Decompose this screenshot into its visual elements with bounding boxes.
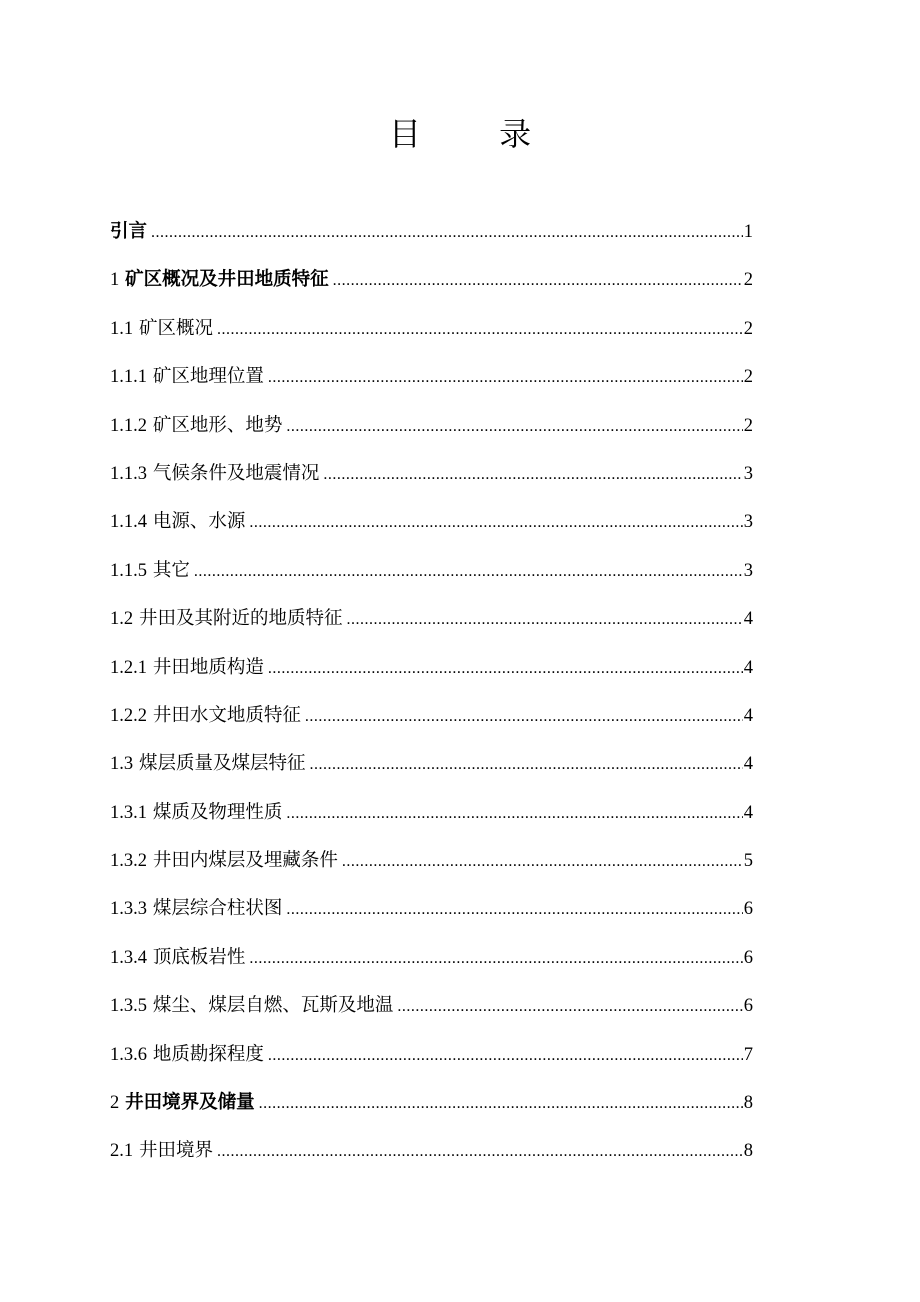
toc-page-number: 4 — [743, 609, 753, 630]
toc-entry-label — [110, 553, 194, 589]
toc-entry[interactable] — [110, 311, 753, 359]
toc-entry[interactable] — [110, 843, 753, 891]
toc-entry-text: 矿区地理位置 — [152, 366, 264, 388]
toc-page-number: 4 — [743, 802, 753, 823]
toc-entry[interactable] — [110, 795, 753, 843]
toc-dot-leader — [268, 360, 743, 396]
toc-entry-label — [110, 698, 305, 734]
toc-entry-label — [110, 311, 217, 347]
toc-page-number: 8 — [743, 1141, 753, 1162]
toc-dot-leader — [217, 312, 743, 348]
toc-entry[interactable] — [110, 891, 753, 939]
toc-page-number: 6 — [743, 947, 753, 968]
toc-entry-label — [110, 456, 323, 492]
toc-entry[interactable] — [110, 553, 753, 601]
toc-entry-number: 1.3.4 — [110, 947, 147, 968]
toc-page-number: 2 — [743, 318, 753, 339]
toc-page-number: 7 — [743, 1044, 753, 1065]
toc-entry-number: 1.3 — [110, 754, 134, 775]
toc-entry-text: 煤层综合柱状图 — [152, 898, 283, 920]
toc-dot-leader — [305, 699, 743, 735]
toc-page-number: 8 — [743, 1093, 753, 1114]
toc-entry-text: 地质勘探程度 — [152, 1043, 264, 1065]
toc-entry-text: 顶底板岩性 — [152, 946, 246, 968]
toc-dot-leader — [217, 1134, 743, 1170]
toc-entry-label — [110, 1133, 217, 1169]
toc-page-number: 4 — [743, 754, 753, 775]
toc-entry-number: 1.1.1 — [110, 367, 147, 388]
toc-entry-number: 1.1.3 — [110, 463, 147, 484]
toc-dot-leader — [397, 989, 742, 1025]
toc-entry-label — [110, 988, 397, 1024]
toc-entry-text: 其它 — [152, 559, 190, 581]
toc-entry-label — [110, 650, 268, 686]
toc-entry-text: 井田地质构造 — [152, 656, 264, 678]
toc-page-number: 6 — [743, 996, 753, 1017]
toc-dot-leader — [347, 602, 743, 638]
toc-entry-text: 井田水文地质特征 — [152, 704, 301, 726]
toc-entry[interactable] — [110, 940, 753, 988]
toc-entry-number: 1.1 — [110, 318, 134, 339]
toc-page-number: 4 — [743, 705, 753, 726]
toc-entry-label — [110, 359, 268, 395]
toc-entry-text: 井田境界及储量 — [125, 1092, 255, 1114]
toc-entry[interactable] — [110, 1133, 753, 1181]
toc-entry-text: 矿区概况 — [139, 317, 214, 339]
toc-dot-leader — [268, 1038, 743, 1074]
table-of-contents — [110, 214, 753, 1182]
toc-entry-number: 1.3.3 — [110, 899, 147, 920]
toc-dot-leader — [194, 554, 743, 590]
toc-entry-text: 气候条件及地震情况 — [152, 462, 320, 484]
toc-page-number: 4 — [743, 657, 753, 678]
toc-entry-label — [110, 891, 286, 927]
toc-entry[interactable] — [110, 504, 753, 552]
toc-entry-label — [110, 408, 286, 444]
toc-page-number: 2 — [743, 367, 753, 388]
toc-entry[interactable] — [110, 456, 753, 504]
toc-page-number: 3 — [743, 560, 753, 581]
toc-entry-text: 煤尘、煤层自燃、瓦斯及地温 — [152, 995, 394, 1017]
toc-dot-leader — [286, 409, 742, 445]
toc-entry[interactable] — [110, 650, 753, 698]
toc-dot-leader — [249, 505, 742, 541]
toc-dot-leader — [333, 263, 743, 299]
toc-entry-number: 1.2.1 — [110, 657, 147, 678]
toc-entry-label — [110, 601, 347, 637]
toc-dot-leader — [323, 457, 742, 493]
toc-page-number: 2 — [743, 270, 753, 291]
toc-dot-leader — [268, 651, 743, 687]
toc-entry[interactable] — [110, 214, 753, 262]
toc-entry-number: 1.1.5 — [110, 560, 147, 581]
toc-dot-leader — [342, 844, 743, 880]
toc-entry[interactable] — [110, 359, 753, 407]
toc-dot-leader — [286, 796, 742, 832]
toc-entry[interactable] — [110, 988, 753, 1036]
toc-entry-text: 矿区地形、地势 — [152, 414, 283, 436]
toc-entry-label — [110, 940, 249, 976]
toc-page-number: 6 — [743, 899, 753, 920]
toc-entry-text: 引言 — [110, 221, 148, 242]
toc-entry-text: 煤质及物理性质 — [152, 801, 283, 823]
toc-dot-leader — [151, 215, 743, 251]
toc-entry-label — [110, 214, 151, 250]
toc-entry[interactable] — [110, 601, 753, 649]
toc-entry-label — [110, 746, 310, 782]
toc-entry-text: 井田内煤层及埋藏条件 — [152, 850, 338, 872]
toc-entry-text: 电源、水源 — [152, 511, 246, 533]
toc-entry-label — [110, 795, 286, 831]
toc-entry-label — [110, 843, 342, 879]
toc-entry[interactable] — [110, 698, 753, 746]
toc-entry-number: 1.3.1 — [110, 802, 147, 823]
toc-page-number: 5 — [743, 851, 753, 872]
toc-dot-leader — [249, 941, 742, 977]
toc-entry-number: 1.3.6 — [110, 1044, 147, 1065]
toc-entry-number: 2 — [110, 1093, 120, 1114]
toc-entry[interactable] — [110, 1037, 753, 1085]
toc-entry-number: 1.2 — [110, 609, 134, 630]
toc-page-number: 1 — [743, 222, 753, 242]
toc-entry[interactable] — [110, 746, 753, 794]
toc-entry[interactable] — [110, 262, 753, 310]
toc-entry-text: 井田境界 — [139, 1140, 214, 1162]
toc-entry-label — [110, 262, 333, 298]
toc-entry-text: 矿区概况及井田地质特征 — [125, 269, 329, 291]
toc-dot-leader — [286, 892, 742, 928]
page-title: 目 录 — [388, 115, 566, 153]
toc-entry-number: 2.1 — [110, 1141, 134, 1162]
toc-entry-number: 1.1.4 — [110, 512, 147, 533]
toc-entry-label — [110, 504, 249, 540]
toc-entry[interactable] — [110, 408, 753, 456]
toc-dot-leader — [310, 747, 743, 783]
toc-entry-number: 1.3.5 — [110, 996, 147, 1017]
toc-entry[interactable] — [110, 1085, 753, 1133]
toc-entry-number: 1.1.2 — [110, 415, 147, 436]
toc-page-number: 3 — [743, 512, 753, 533]
toc-entry-text: 井田及其附近的地质特征 — [139, 608, 343, 630]
toc-entry-label — [110, 1037, 268, 1073]
toc-entry-number: 1 — [110, 270, 120, 291]
toc-entry-label — [110, 1085, 259, 1121]
toc-entry-number: 1.3.2 — [110, 851, 147, 872]
toc-page-number: 3 — [743, 463, 753, 484]
toc-entry-number: 1.2.2 — [110, 705, 147, 726]
toc-dot-leader — [259, 1086, 743, 1122]
toc-entry-text: 煤层质量及煤层特征 — [139, 753, 306, 775]
toc-page-number: 2 — [743, 415, 753, 436]
